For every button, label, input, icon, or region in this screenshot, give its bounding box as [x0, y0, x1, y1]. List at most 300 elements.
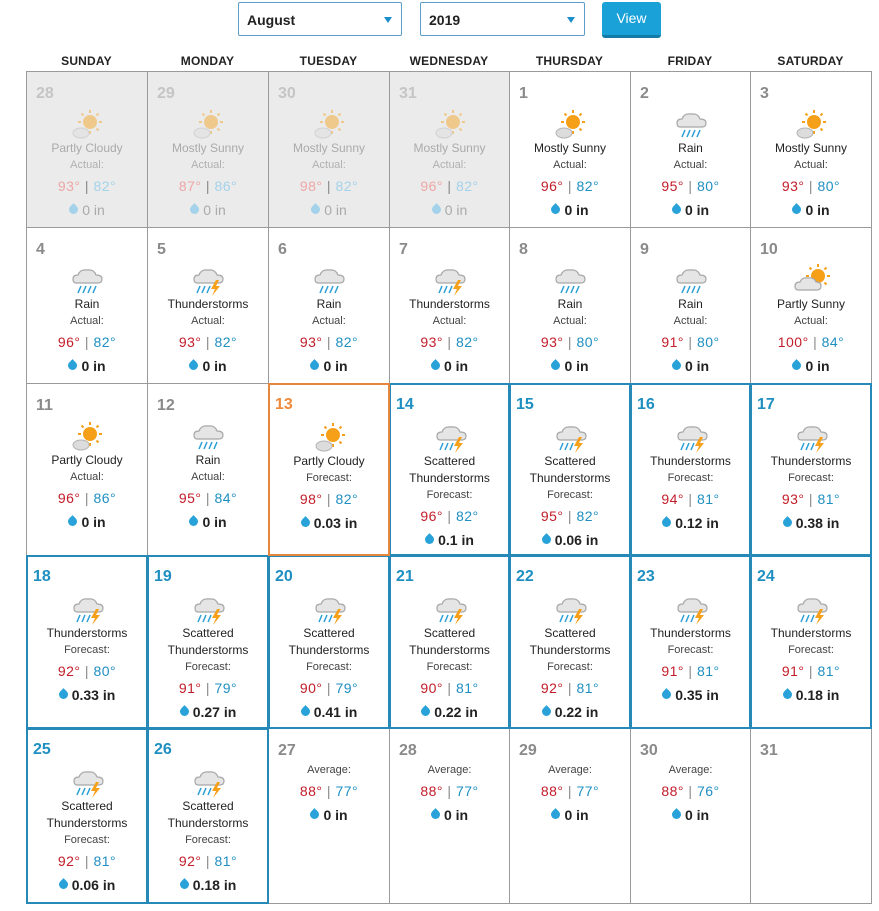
precipitation — [27, 514, 147, 530]
day-cell[interactable] — [389, 227, 510, 384]
day-cell[interactable] — [26, 227, 148, 384]
precip-value: 0 in — [443, 807, 469, 823]
temperature-range: 96° | 82° — [57, 334, 117, 350]
precip-value: 0 in — [684, 807, 710, 823]
low-temp: 82° — [455, 508, 479, 524]
day-cell[interactable] — [389, 728, 510, 904]
value-type-label: Actual: — [432, 315, 467, 327]
day-number: 20 — [275, 568, 293, 585]
temperature-range: 91° | 79° — [178, 680, 238, 696]
rain-icon — [189, 420, 229, 452]
condition-text: Mostly Sunny — [413, 141, 486, 155]
value-type-label: Forecast: — [64, 644, 110, 656]
day-cell[interactable] — [750, 71, 872, 228]
day-number: 2 — [640, 85, 649, 102]
precipitation — [28, 687, 146, 703]
mostly-sunny-icon — [792, 108, 832, 140]
raindrop-icon — [550, 203, 563, 216]
precip-value: 0 in — [323, 807, 348, 823]
high-temp: 92° — [178, 853, 202, 869]
day-number: 3 — [760, 85, 769, 102]
day-cell[interactable] — [630, 227, 751, 384]
condition-text: Rain — [678, 141, 703, 155]
precip-value: 0 in — [805, 358, 830, 374]
high-temp: 95° — [178, 490, 202, 506]
precipitation — [510, 807, 630, 823]
precip-value: 0.33 in — [71, 687, 116, 703]
value-type-label: Actual: — [70, 315, 104, 327]
temperature-range: 87° | 86° — [178, 178, 238, 194]
temperature-range: 91° | 80° — [661, 334, 720, 350]
day-cell[interactable] — [750, 728, 872, 904]
day-number: 16 — [637, 396, 655, 413]
raindrop-icon — [781, 516, 794, 529]
day-cell[interactable] — [509, 383, 631, 556]
mostly-sunny-icon — [431, 108, 471, 140]
value-type-label: Average: — [427, 764, 472, 776]
day-cell[interactable] — [750, 555, 872, 729]
temperature-range: 96° | 82° — [420, 178, 479, 194]
precipitation — [270, 704, 388, 720]
raindrop-icon — [67, 203, 80, 216]
condition-text: Scattered Thunderstorms — [409, 626, 490, 657]
day-cell[interactable] — [509, 71, 631, 228]
low-temp: 82° — [576, 178, 600, 194]
temperature-range: 88° | 76° — [661, 783, 720, 799]
low-temp: 81° — [93, 853, 117, 869]
raindrop-icon — [670, 359, 683, 372]
precip-value: 0 in — [564, 358, 589, 374]
low-temp: 81° — [817, 663, 841, 679]
temperature-range: 91° | 81° — [661, 663, 720, 679]
condition-text: Scattered Thunderstorms — [529, 454, 611, 485]
high-temp: 92° — [57, 663, 81, 679]
high-temp: 91° — [661, 663, 685, 679]
value-type-label: Forecast: — [426, 489, 473, 501]
precipitation — [632, 687, 749, 703]
precipitation — [28, 877, 146, 893]
high-temp: 95° — [540, 508, 564, 524]
rain-icon — [672, 264, 712, 296]
temperature-range: 95° | 84° — [178, 490, 238, 506]
raindrop-icon — [540, 705, 553, 718]
precip-value: 0.18 in — [795, 687, 840, 703]
day-number: 26 — [154, 741, 172, 758]
precipitation — [391, 532, 508, 548]
day-number: 31 — [760, 742, 778, 759]
calendar-grid — [26, 71, 872, 903]
raindrop-icon — [430, 203, 443, 216]
raindrop-icon — [419, 705, 432, 718]
condition-text: Scattered Thunderstorms — [167, 799, 249, 830]
temperature-range: 93° | 82° — [57, 178, 117, 194]
condition-text: Rain — [678, 297, 703, 311]
condition-text: Thunderstorms — [770, 626, 852, 640]
day-number: 24 — [757, 568, 775, 585]
raindrop-icon — [67, 515, 80, 528]
precipitation — [390, 807, 509, 823]
day-number: 29 — [519, 742, 537, 759]
thunderstorm-icon — [673, 593, 713, 625]
precipitation — [631, 358, 750, 374]
raindrop-icon — [550, 359, 563, 372]
high-temp: 91° — [781, 663, 805, 679]
low-temp: 82° — [93, 334, 117, 350]
precip-value: 0.03 in — [313, 515, 358, 531]
low-temp: 80° — [576, 334, 600, 350]
precipitation — [148, 358, 268, 374]
day-number: 23 — [637, 568, 655, 585]
low-temp: 84° — [214, 490, 238, 506]
day-number: 25 — [33, 741, 51, 758]
low-temp: 79° — [335, 680, 359, 696]
low-temp: 79° — [214, 680, 238, 696]
thunderstorm-icon — [311, 593, 351, 625]
value-type-label: Actual: — [312, 159, 346, 171]
high-temp: 92° — [57, 853, 81, 869]
temperature-range: 93° | 82° — [299, 334, 359, 350]
condition-text: Scattered Thunderstorms — [529, 626, 611, 657]
high-temp: 93° — [781, 178, 805, 194]
precip-value: 0.1 in — [438, 532, 474, 548]
day-cell[interactable] — [268, 555, 390, 729]
rain-icon — [672, 108, 712, 140]
high-temp: 100° — [777, 334, 809, 350]
condition-text: Rain — [74, 297, 100, 311]
value-type-label: Forecast: — [185, 834, 231, 846]
day-number: 7 — [399, 241, 408, 258]
day-number: 1 — [519, 85, 528, 102]
precip-value: 0 in — [81, 358, 106, 374]
precip-value: 0 in — [443, 358, 469, 374]
raindrop-icon — [540, 533, 553, 546]
high-temp: 93° — [781, 491, 805, 507]
condition-text: Rain — [557, 297, 583, 311]
condition-text: Scattered Thunderstorms — [46, 799, 128, 830]
condition-text: Mostly Sunny — [774, 141, 848, 155]
raindrop-icon — [309, 359, 322, 372]
view-button[interactable]: View — [602, 2, 661, 38]
precipitation — [27, 358, 147, 374]
condition-text: Partly Sunny — [776, 297, 846, 311]
high-temp: 96° — [420, 178, 444, 194]
thunderstorm-icon — [673, 421, 713, 453]
month-select[interactable] — [238, 2, 402, 36]
precip-value: 0.06 in — [71, 877, 116, 893]
low-temp: 77° — [455, 783, 479, 799]
raindrop-icon — [781, 688, 794, 701]
value-type-label: Average: — [548, 764, 592, 776]
value-type-label: Forecast: — [426, 661, 473, 673]
condition-text: Thunderstorms — [770, 454, 852, 468]
day-cell[interactable] — [268, 227, 390, 384]
day-number: 29 — [157, 85, 175, 102]
low-temp: 81° — [214, 853, 238, 869]
day-cell[interactable] — [389, 383, 510, 556]
day-number: 28 — [36, 85, 54, 102]
partly-cloudy-icon — [311, 421, 351, 453]
precip-value: 0.38 in — [795, 515, 840, 531]
mostly-sunny-icon — [189, 108, 229, 140]
temperature-range: 92° | 81° — [178, 853, 238, 869]
precip-value: 0.22 in — [554, 704, 599, 720]
high-temp: 95° — [661, 178, 685, 194]
low-temp: 81° — [455, 680, 479, 696]
low-temp: 86° — [214, 178, 238, 194]
precipitation — [751, 202, 871, 218]
temperature-range: 95° | 82° — [540, 508, 600, 524]
day-cell[interactable] — [509, 728, 631, 904]
raindrop-icon — [309, 203, 322, 216]
value-type-label: Forecast: — [185, 661, 231, 673]
condition-text: Mostly Sunny — [171, 141, 245, 155]
high-temp: 87° — [178, 178, 202, 194]
value-type-label: Forecast: — [667, 644, 714, 656]
low-temp: 84° — [821, 334, 845, 350]
thunderstorm-icon — [432, 593, 472, 625]
temperature-range: 92° | 80° — [57, 663, 117, 679]
precipitation — [269, 358, 389, 374]
low-temp: 81° — [696, 663, 720, 679]
precipitation — [752, 515, 870, 531]
thunderstorm-icon — [552, 421, 592, 453]
value-type-label: Forecast: — [667, 472, 714, 484]
condition-text: Thunderstorms — [46, 626, 128, 640]
day-cell[interactable] — [389, 555, 510, 729]
day-cell[interactable] — [147, 728, 269, 904]
raindrop-icon — [660, 516, 673, 529]
day-number: 28 — [399, 742, 417, 759]
temperature-range: 95° | 80° — [661, 178, 720, 194]
condition-text: Mostly Sunny — [292, 141, 366, 155]
day-cell[interactable] — [630, 71, 751, 228]
temperature-range: 96° | 82° — [540, 178, 600, 194]
raindrop-icon — [670, 203, 683, 216]
thunderstorm-icon — [190, 593, 230, 625]
raindrop-icon — [429, 808, 442, 821]
raindrop-icon — [791, 203, 804, 216]
weekday-label: SUNDAY — [61, 54, 112, 68]
raindrop-icon — [309, 808, 322, 821]
raindrop-icon — [67, 359, 80, 372]
day-cell[interactable] — [630, 383, 751, 556]
partly-cloudy-icon — [68, 108, 108, 140]
value-type-label: Actual: — [553, 159, 587, 171]
day-number: 4 — [36, 241, 45, 258]
day-cell[interactable] — [750, 227, 872, 384]
value-type-label: Forecast: — [64, 834, 110, 846]
low-temp: 77° — [576, 783, 600, 799]
high-temp: 88° — [661, 783, 685, 799]
low-temp: 77° — [335, 783, 359, 799]
high-temp: 93° — [420, 334, 444, 350]
raindrop-icon — [550, 808, 563, 821]
day-cell[interactable] — [26, 728, 148, 904]
value-type-label: Average: — [668, 764, 713, 776]
day-number: 13 — [275, 396, 293, 413]
condition-text: Thunderstorms — [650, 454, 731, 468]
precip-value: 0.18 in — [192, 877, 237, 893]
day-cell[interactable] — [147, 71, 269, 228]
high-temp: 94° — [661, 491, 685, 507]
low-temp: 82° — [335, 491, 359, 507]
day-cell[interactable] — [630, 555, 751, 729]
value-type-label: Actual: — [673, 315, 708, 327]
weekday-label: FRIDAY — [667, 54, 713, 68]
low-temp: 82° — [335, 334, 359, 350]
day-number: 15 — [516, 396, 534, 413]
day-cell[interactable] — [26, 383, 148, 556]
thunderstorm-icon — [190, 766, 230, 798]
day-cell[interactable] — [509, 555, 631, 729]
precipitation — [751, 358, 871, 374]
precipitation — [390, 358, 509, 374]
precipitation — [390, 202, 509, 218]
high-temp: 98° — [299, 178, 323, 194]
raindrop-icon — [299, 705, 312, 718]
low-temp: 80° — [696, 178, 720, 194]
day-number: 6 — [278, 241, 287, 258]
value-type-label: Forecast: — [788, 472, 834, 484]
low-temp: 80° — [817, 178, 841, 194]
year-select-value: 2019 — [429, 12, 461, 28]
mostly-sunny-icon — [551, 108, 591, 140]
value-type-label: Actual: — [794, 315, 828, 327]
temperature-range: 93° | 80° — [540, 334, 600, 350]
dropdown-arrow-icon — [384, 17, 392, 23]
day-number: 27 — [278, 742, 296, 759]
raindrop-icon — [429, 359, 442, 372]
condition-text: Partly Cloudy — [293, 454, 365, 468]
value-type-label: Forecast: — [547, 489, 593, 501]
raindrop-icon — [791, 359, 804, 372]
low-temp: 82° — [576, 508, 600, 524]
day-cell[interactable] — [389, 71, 510, 228]
precipitation — [270, 515, 388, 531]
precipitation — [269, 202, 389, 218]
thunderstorm-icon — [189, 264, 229, 296]
day-cell[interactable] — [147, 555, 269, 729]
thunderstorm-icon — [69, 766, 109, 798]
low-temp: 81° — [696, 491, 720, 507]
partly-sunny-icon — [792, 264, 832, 296]
day-number: 22 — [516, 568, 534, 585]
year-select[interactable] — [420, 2, 585, 36]
precip-value: 0 in — [564, 202, 589, 218]
thunderstorm-icon — [69, 593, 109, 625]
low-temp: 82° — [214, 334, 238, 350]
precip-value: 0 in — [82, 202, 105, 218]
raindrop-icon — [188, 203, 201, 216]
high-temp: 91° — [661, 334, 685, 350]
precip-value: 0 in — [805, 202, 830, 218]
day-cell[interactable] — [26, 71, 148, 228]
day-cell[interactable] — [750, 383, 872, 556]
temperature-range: 88° | 77° — [540, 783, 600, 799]
low-temp: 82° — [93, 178, 117, 194]
precipitation — [148, 202, 268, 218]
condition-text: Scattered Thunderstorms — [409, 454, 490, 485]
precipitation — [391, 704, 508, 720]
precipitation — [511, 532, 629, 548]
value-type-label: Forecast: — [547, 661, 593, 673]
high-temp: 91° — [178, 680, 202, 696]
precip-value: 0 in — [203, 202, 226, 218]
day-number: 19 — [154, 568, 172, 585]
calendar-controls — [0, 2, 879, 38]
value-type-label: Actual: — [70, 159, 104, 171]
value-type-label: Actual: — [794, 159, 828, 171]
high-temp: 93° — [540, 334, 564, 350]
value-type-label: Actual: — [553, 315, 587, 327]
month-select-value: August — [247, 12, 296, 28]
day-cell[interactable] — [268, 383, 390, 556]
precip-value: 0.22 in — [434, 704, 478, 720]
weekday-label: TUESDAY — [299, 54, 358, 68]
precipitation — [27, 202, 147, 218]
temperature-range: 92° | 81° — [540, 680, 600, 696]
temperature-range: 93° | 81° — [781, 491, 841, 507]
high-temp: 88° — [420, 783, 444, 799]
day-cell[interactable] — [268, 71, 390, 228]
precipitation — [511, 704, 629, 720]
value-type-label: Actual: — [191, 315, 225, 327]
day-number: 9 — [640, 241, 649, 258]
precip-value: 0 in — [202, 358, 227, 374]
precip-value: 0.35 in — [675, 687, 719, 703]
rain-icon — [551, 264, 591, 296]
weekday-label: THURSDAY — [535, 54, 604, 68]
precipitation — [510, 202, 630, 218]
thunderstorm-icon — [432, 421, 472, 453]
day-cell[interactable] — [630, 728, 751, 904]
precipitation — [149, 704, 267, 720]
mostly-sunny-icon — [310, 108, 350, 140]
low-temp: 82° — [335, 178, 359, 194]
condition-text: Partly Cloudy — [51, 453, 123, 467]
temperature-range: 88° | 77° — [420, 783, 479, 799]
temperature-range: 96° | 82° — [420, 508, 479, 524]
temperature-range: 94° | 81° — [661, 491, 720, 507]
weekday-label: WEDNESDAY — [409, 54, 489, 68]
day-cell[interactable] — [26, 555, 148, 729]
day-cell[interactable] — [268, 728, 390, 904]
condition-text: Thunderstorms — [650, 626, 731, 640]
precip-value: 0 in — [564, 807, 589, 823]
high-temp: 90° — [299, 680, 323, 696]
value-type-label: Forecast: — [306, 661, 352, 673]
temperature-range: 93° | 80° — [781, 178, 841, 194]
high-temp: 88° — [540, 783, 564, 799]
day-cell[interactable] — [147, 383, 269, 556]
temperature-range: 88° | 77° — [299, 783, 359, 799]
temperature-range: 98° | 82° — [299, 491, 359, 507]
low-temp: 80° — [696, 334, 720, 350]
temperature-range: 98° | 82° — [299, 178, 359, 194]
raindrop-icon — [178, 705, 191, 718]
raindrop-icon — [660, 688, 673, 701]
high-temp: 93° — [299, 334, 323, 350]
precipitation — [148, 514, 268, 530]
day-cell[interactable] — [147, 227, 269, 384]
low-temp: 82° — [455, 178, 479, 194]
mostly-sunny-icon — [68, 420, 108, 452]
rain-icon — [68, 264, 108, 296]
day-cell[interactable] — [509, 227, 631, 384]
raindrop-icon — [299, 516, 312, 529]
temperature-range: 90° | 81° — [420, 680, 479, 696]
day-number: 30 — [640, 742, 658, 759]
